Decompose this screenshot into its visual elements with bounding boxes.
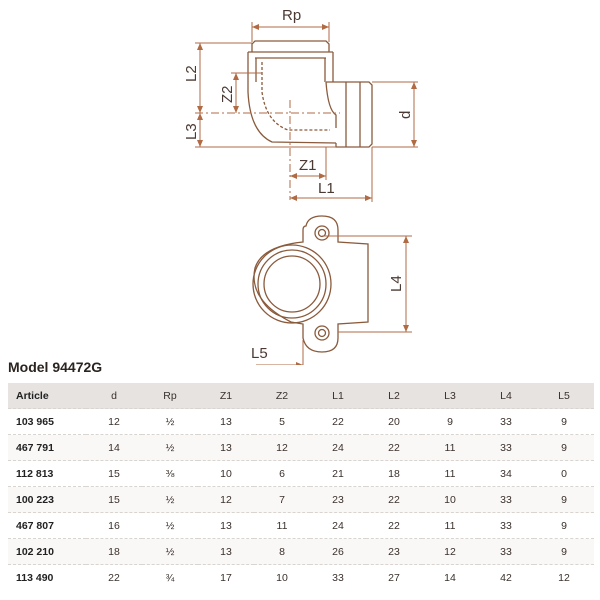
- table-cell: 24: [310, 435, 366, 461]
- column-header: L1: [332, 389, 344, 402]
- table-cell: 33: [478, 409, 534, 435]
- label-l5: L5: [251, 345, 268, 362]
- table-cell: 9: [534, 487, 594, 513]
- model-title: Model 94472G: [8, 359, 103, 375]
- article-number-cell: 112 813: [8, 461, 86, 487]
- table-cell: ½: [142, 435, 198, 461]
- table-cell: 9: [534, 539, 594, 565]
- article-number-cell: 100 223: [8, 487, 86, 513]
- table-cell: 11: [422, 435, 478, 461]
- table-cell: 12: [254, 435, 310, 461]
- table-cell: 23: [310, 487, 366, 513]
- article-number-cell: 113 490: [8, 565, 86, 591]
- table-cell: 9: [534, 435, 594, 461]
- table-row: [8, 565, 594, 591]
- table-cell: 22: [366, 513, 422, 539]
- table-cell: 27: [366, 565, 422, 591]
- table-cell: 5: [254, 409, 310, 435]
- table-cell: 10: [254, 565, 310, 591]
- column-header: Z2: [275, 389, 289, 402]
- table-cell: 9: [534, 513, 594, 539]
- table-cell: 33: [478, 539, 534, 565]
- table-cell: ½: [142, 487, 198, 513]
- table-cell: 18: [366, 461, 422, 487]
- table-cell: 10: [198, 461, 254, 487]
- table-cell: 13: [198, 435, 254, 461]
- table-cell: 15: [86, 487, 142, 513]
- table-cell: 15: [86, 461, 142, 487]
- table-cell: 22: [366, 435, 422, 461]
- table-cell: 33: [310, 565, 366, 591]
- table-cell: 42: [478, 565, 534, 591]
- label-z2: Z2: [219, 85, 236, 103]
- article-number-cell: 102 210: [8, 539, 86, 565]
- dimension-lines-top: [195, 22, 418, 202]
- table-row: [8, 409, 594, 435]
- table-cell: 24: [310, 513, 366, 539]
- table-cell: 12: [422, 539, 478, 565]
- table-cell: 14: [86, 435, 142, 461]
- column-header: Article: [16, 389, 49, 402]
- table-cell: ½: [142, 539, 198, 565]
- table-cell: 10: [422, 487, 478, 513]
- table-cell: 9: [534, 409, 594, 435]
- table-cell: 13: [198, 409, 254, 435]
- table-cell: 14: [422, 565, 478, 591]
- table-cell: 12: [198, 487, 254, 513]
- table-cell: 17: [198, 565, 254, 591]
- column-header: L3: [444, 389, 456, 402]
- table-cell: 18: [86, 539, 142, 565]
- table-cell: 26: [310, 539, 366, 565]
- table-cell: 11: [422, 461, 478, 487]
- table-row: [8, 461, 594, 487]
- table-cell: 23: [366, 539, 422, 565]
- table-cell: 13: [198, 539, 254, 565]
- column-header: d: [111, 389, 117, 402]
- table-cell: 9: [422, 409, 478, 435]
- table-cell: 33: [478, 487, 534, 513]
- table-cell: 11: [422, 513, 478, 539]
- column-header: L4: [500, 389, 512, 402]
- table-cell: 33: [478, 435, 534, 461]
- table-cell: ½: [142, 409, 198, 435]
- dimensions-table: [8, 383, 594, 590]
- table-cell: ½: [142, 513, 198, 539]
- label-l2: L2: [183, 65, 200, 82]
- table-cell: ¾: [142, 565, 198, 591]
- label-rp: Rp: [282, 7, 302, 24]
- table-cell: 7: [254, 487, 310, 513]
- table-cell: 22: [310, 409, 366, 435]
- table-row: [8, 513, 594, 539]
- column-header: Rp: [163, 389, 177, 402]
- table-cell: 12: [86, 409, 142, 435]
- column-header: L2: [388, 389, 400, 402]
- table-cell: 22: [366, 487, 422, 513]
- article-number-cell: 103 965: [8, 409, 86, 435]
- table-cell: 6: [254, 461, 310, 487]
- table-cell: 33: [478, 513, 534, 539]
- elbow-side-view: [248, 41, 372, 147]
- article-number-cell: 467 807: [8, 513, 86, 539]
- table-header-row: [8, 383, 594, 409]
- table-cell: 11: [254, 513, 310, 539]
- table-cell: 34: [478, 461, 534, 487]
- table-cell: 20: [366, 409, 422, 435]
- label-l1: L1: [318, 180, 335, 197]
- column-header: L5: [558, 389, 570, 402]
- table-cell: 22: [86, 565, 142, 591]
- table-cell: 21: [310, 461, 366, 487]
- table-cell: 16: [86, 513, 142, 539]
- label-l3: L3: [183, 123, 200, 140]
- label-l4: L4: [388, 275, 405, 292]
- table-row: [8, 539, 594, 565]
- table-cell: ⅜: [142, 461, 198, 487]
- table-cell: 0: [534, 461, 594, 487]
- column-header: Z1: [219, 389, 233, 402]
- table-cell: 12: [534, 565, 594, 591]
- table-cell: 8: [254, 539, 310, 565]
- article-number-cell: 467 791: [8, 435, 86, 461]
- dimension-lines-bottom: [256, 236, 412, 365]
- label-z1: Z1: [299, 157, 317, 174]
- table-cell: 13: [198, 513, 254, 539]
- table-row: [8, 487, 594, 513]
- label-d: d: [397, 110, 414, 119]
- table-row: [8, 435, 594, 461]
